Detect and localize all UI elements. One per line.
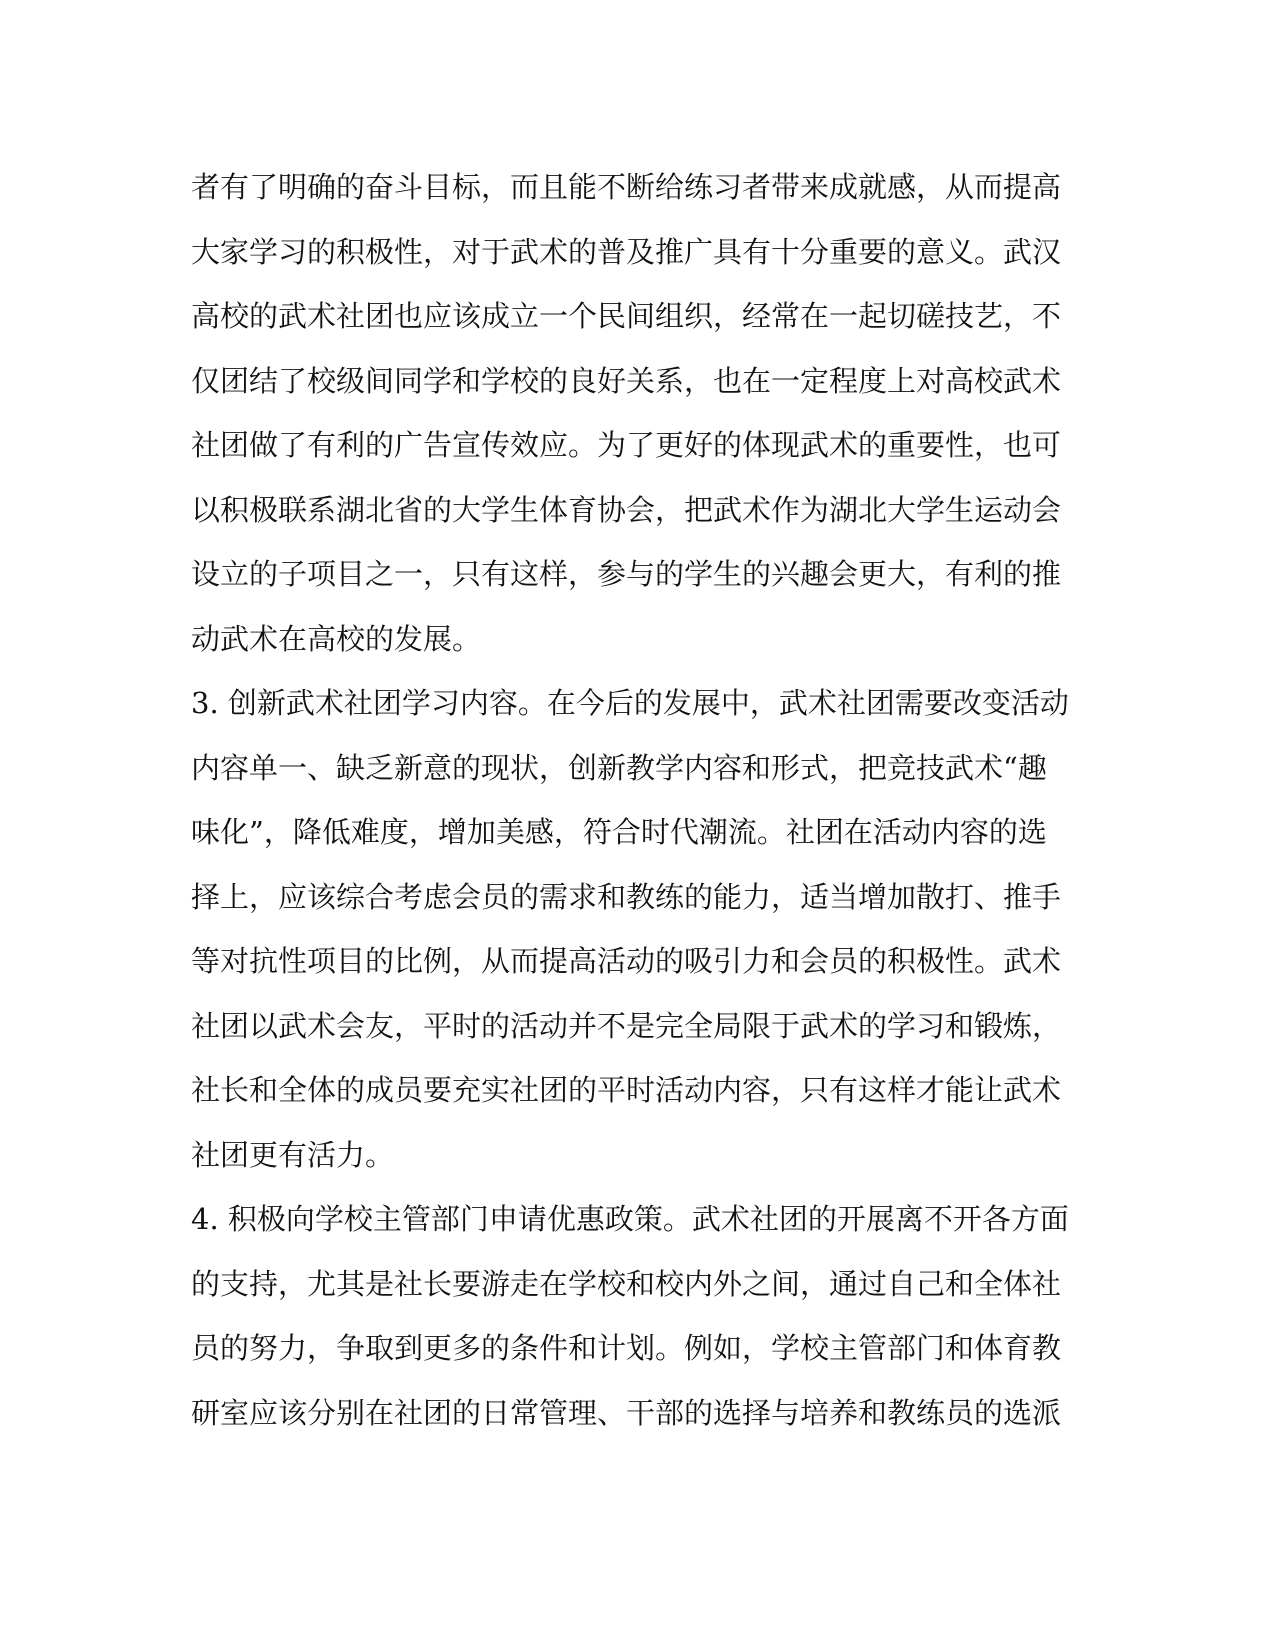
section-heading-line: 3. 创新武术社团学习内容。在今后的发展中，武术社团需要改变活动	[191, 686, 1069, 720]
text-line: 研室应该分别在社团的日常管理、干部的选择与培养和教练员的选派	[191, 1395, 1062, 1430]
text-line: 社团更有活力。	[191, 1137, 395, 1172]
body-text	[191, 155, 1071, 1445]
text-line: 动武术在高校的发展。	[191, 621, 482, 656]
text-line: 设立的子项目之一，只有这样，参与的学生的兴趣会更大，有利的推	[191, 557, 1062, 591]
text-line: 仅团结了校级间同学和学校的良好关系，也在一定程度上对高校武术	[191, 363, 1062, 398]
text-line: 员的努力，争取到更多的条件和计划。例如，学校主管部门和体育教	[191, 1331, 1062, 1365]
text-line: 等对抗性项目的比例，从而提高活动的吸引力和会员的积极性。武术	[191, 944, 1062, 978]
text-line: 择上，应该综合考虑会员的需求和教练的能力，适当增加散打、推手	[191, 879, 1062, 914]
text-line: 者有了明确的奋斗目标，而且能不断给练习者带来成就感，从而提高	[191, 170, 1062, 204]
text-line: 社团做了有利的广告宣传效应。为了更好的体现武术的重要性，也可	[191, 428, 1062, 462]
text-line: 社团以武术会友，平时的活动并不是完全局限于武术的学习和锻炼，	[191, 1008, 1062, 1043]
text-line: 社长和全体的成员要充实社团的平时活动内容，只有这样才能让武术	[191, 1073, 1062, 1107]
text-line: 高校的武术社团也应该成立一个民间组织，经常在一起切磋技艺，不	[191, 299, 1062, 333]
text-line: 大家学习的积极性，对于武术的普及推广具有十分重要的意义。武汉	[191, 234, 1062, 269]
text-line: 以积极联系湖北省的大学生体育协会，把武术作为湖北大学生运动会	[191, 492, 1062, 527]
text-line: 的支持，尤其是社长要游走在学校和校内外之间，通过自己和全体社	[191, 1266, 1062, 1301]
text-line: 内容单一、缺乏新意的现状，创新教学内容和形式，把竞技武术“趣	[191, 750, 1047, 785]
text-line: 味化”，降低难度，增加美感，符合时代潮流。社团在活动内容的选	[191, 815, 1047, 849]
section-heading-line: 4. 积极向学校主管部门申请优惠政策。武术社团的开展离不开各方面	[191, 1202, 1069, 1236]
